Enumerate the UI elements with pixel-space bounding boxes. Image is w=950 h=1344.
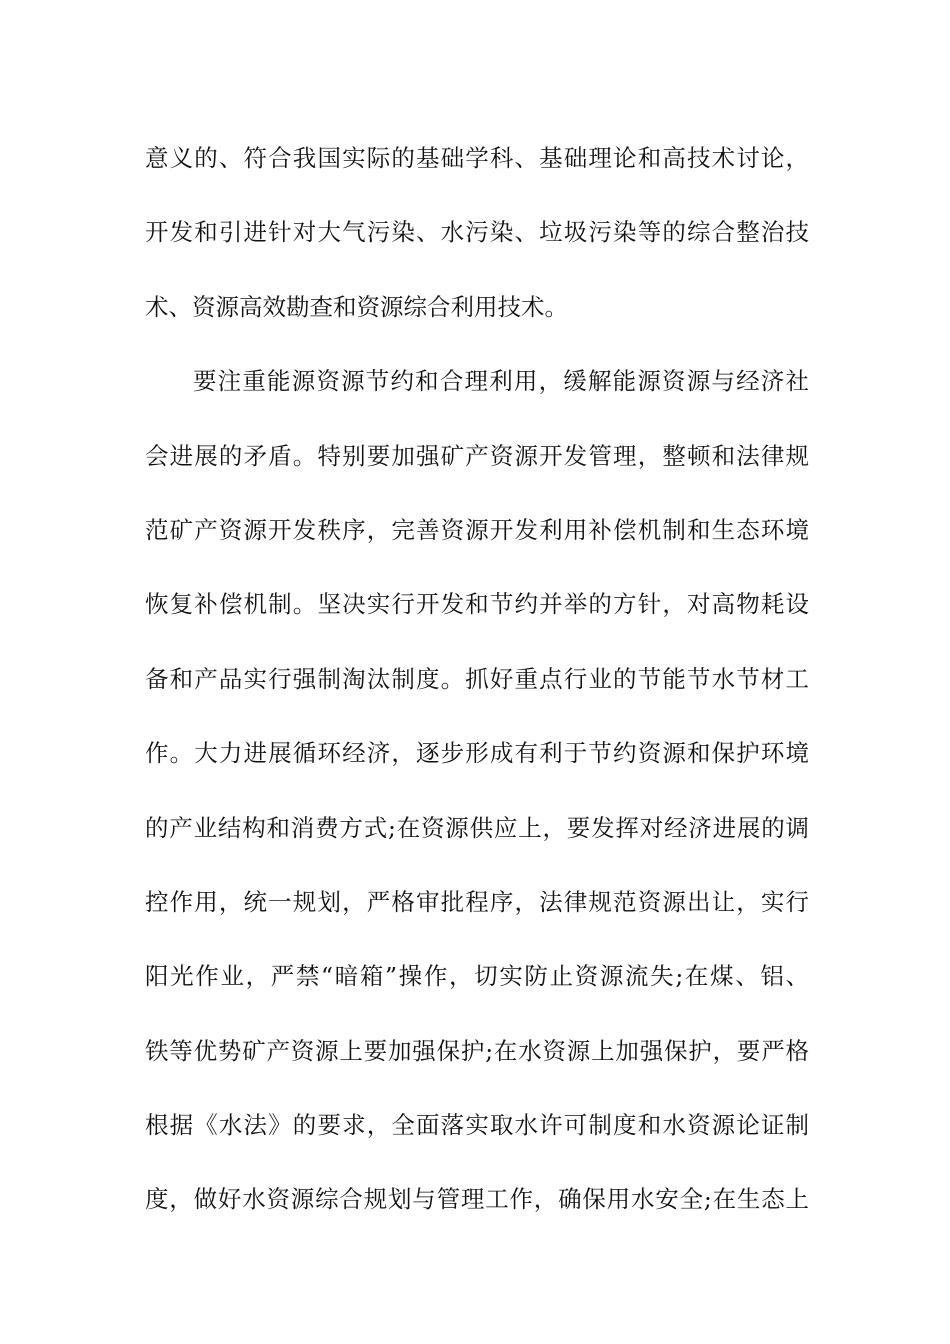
- text-line: 开发和引进针对大气污染、水污染、垃圾污染等的综合整治技: [145, 218, 809, 247]
- text-line: 根据《水法》的要求，全面落实取水许可制度和水资源论证制: [145, 1111, 809, 1140]
- text-line: 会进展的矛盾。特别要加强矿产资源开发管理，整顿和法律规: [145, 441, 809, 470]
- text-line: 度，做好水资源综合规划与管理工作，确保用水安全;在生态上: [145, 1185, 809, 1214]
- text-line: 恢复补偿机制。坚决实行开发和节约并举的方针，对高物耗设: [145, 590, 809, 619]
- text-line: 的产业结构和消费方式;在资源供应上，要发挥对经济进展的调: [145, 813, 809, 842]
- body-text: [145, 128, 809, 1244]
- paragraph-first-line: 要注重能源资源节约和合理利用，缓解能源资源与经济社: [193, 367, 809, 396]
- text-line: 术、资源高效勘查和资源综合利用技术。: [145, 292, 568, 321]
- text-line: 作。大力进展循环经济，逐步形成有利于节约资源和保护环境: [145, 739, 809, 768]
- text-line: 控作用，统一规划，严格审批程序，法律规范资源出让，实行: [145, 887, 809, 916]
- text-line: 阳光作业，严禁“暗箱”操作，切实防止资源流失;在煤、铝、: [145, 962, 809, 991]
- text-line: 意义的、符合我国实际的基础学科、基础理论和高技术讨论，: [145, 144, 809, 172]
- text-line: 范矿产资源开发秩序，完善资源开发利用补偿机制和生态环境: [145, 515, 809, 544]
- text-line: 铁等优势矿产资源上要加强保护;在水资源上加强保护，要严格: [145, 1036, 809, 1065]
- text-line: 备和产品实行强制淘汰制度。抓好重点行业的节能节水节材工: [145, 664, 809, 693]
